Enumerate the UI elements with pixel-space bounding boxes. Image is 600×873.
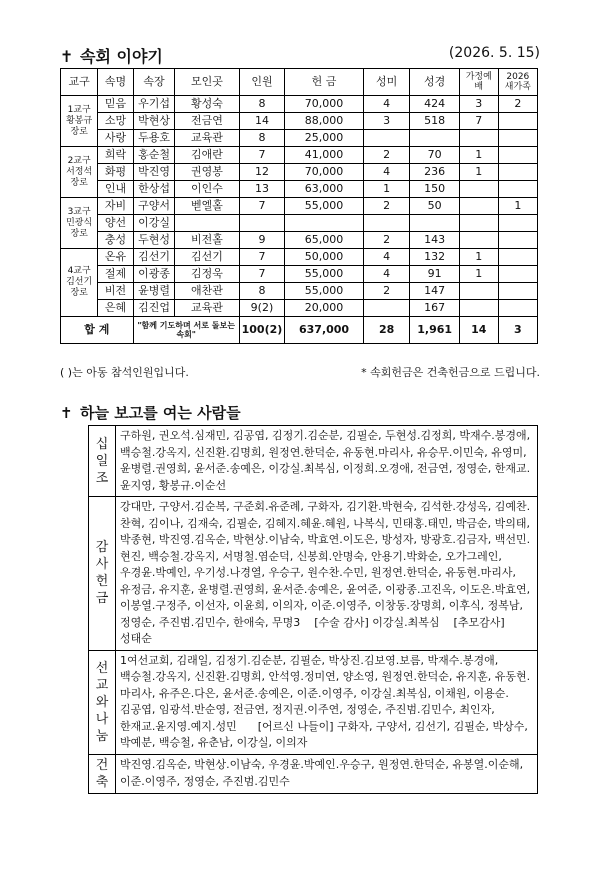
- table-cell-n: 자비: [98, 198, 133, 215]
- table-cell-n: 은혜: [98, 300, 133, 317]
- table-cell-b: [410, 130, 459, 147]
- table-cell-x: 1: [498, 198, 537, 215]
- table-cell-p: 교육관: [175, 300, 239, 317]
- table-cell-a: 55,000: [285, 283, 364, 300]
- table-cell-s: 4: [363, 249, 410, 266]
- table-cell-n: 화평: [98, 164, 133, 181]
- table-cell-c: 9(2): [239, 300, 285, 317]
- table-cell-p: 김선기: [175, 249, 239, 266]
- table-body: [61, 96, 538, 344]
- table-cell-b: 147: [410, 283, 459, 300]
- table-row: [61, 198, 538, 215]
- total-bible: 1,961: [410, 317, 459, 344]
- total-rice: 28: [363, 317, 410, 344]
- table-cell-c: 7: [239, 147, 285, 164]
- district-cell: 1교구 황봉규 장로: [61, 96, 98, 147]
- district-cell: 3교구 민광식 장로: [61, 198, 98, 249]
- table-cell-c: 8: [239, 283, 285, 300]
- table-cell-p: 김애란: [175, 147, 239, 164]
- table-cell-l: 두현성: [133, 232, 175, 249]
- table-header-row: [61, 69, 538, 96]
- table-cell-x: 2: [498, 96, 537, 113]
- table-cell-c: 7: [239, 266, 285, 283]
- table-cell-x: [498, 283, 537, 300]
- table-row: [61, 232, 538, 249]
- offering-category: 십 일 조: [89, 426, 116, 497]
- table-cell-x: [498, 130, 537, 147]
- table-cell-p: 애찬관: [175, 283, 239, 300]
- table-cell-a: 20,000: [285, 300, 364, 317]
- table-cell-f: 1: [459, 249, 498, 266]
- offering-category: 선 교 와 나 눔: [89, 650, 116, 754]
- section-header-cell-group: [60, 44, 540, 68]
- cross-icon: ✝: [60, 47, 74, 66]
- table-cell-s: 1: [363, 181, 410, 198]
- table-cell-a: 65,000: [285, 232, 364, 249]
- table-cell-n: 양선: [98, 215, 133, 232]
- table-cell-b: 143: [410, 232, 459, 249]
- table-cell-b: 236: [410, 164, 459, 181]
- col-header-district: 교구: [61, 69, 98, 96]
- table-row: [61, 96, 538, 113]
- col-header-count: 인원: [239, 69, 285, 96]
- offerings-table: [88, 425, 538, 794]
- table-cell-p: 전금연: [175, 113, 239, 130]
- table-row: [61, 130, 538, 147]
- table-cell-f: 1: [459, 266, 498, 283]
- table-cell-x: [498, 249, 537, 266]
- table-cell-b: 91: [410, 266, 459, 283]
- table-cell-b: 70: [410, 147, 459, 164]
- total-motto: "함께 기도하며 서로 돌보는 속회": [133, 317, 239, 344]
- table-cell-p: 김정욱: [175, 266, 239, 283]
- table-row: [61, 147, 538, 164]
- table-cell-l: 한상섭: [133, 181, 175, 198]
- table-row: [61, 215, 538, 232]
- table-row: [61, 266, 538, 283]
- table-cell-b: 167: [410, 300, 459, 317]
- table-cell-b: 132: [410, 249, 459, 266]
- offering-names: 박진영.김옥순, 박현상.이남숙, 우경윤.박예인.우승구, 원정연.한덕순, 유봉열.이순해, 이준.이영주, 정영순, 주진범.김민수: [116, 754, 538, 793]
- table-cell-c: [239, 215, 285, 232]
- table-cell-l: 김선기: [133, 249, 175, 266]
- offering-category: 건 축: [89, 754, 116, 793]
- table-cell-a: 63,000: [285, 181, 364, 198]
- table-cell-x: [498, 147, 537, 164]
- total-family-worship: 14: [459, 317, 498, 344]
- table-cell-f: [459, 232, 498, 249]
- table-cell-x: [498, 266, 537, 283]
- notes: [60, 364, 540, 380]
- table-cell-b: [410, 215, 459, 232]
- col-header-place: 모인곳: [175, 69, 239, 96]
- table-cell-f: [459, 215, 498, 232]
- col-header-cell-name: 속명: [98, 69, 133, 96]
- table-cell-l: 이강실: [133, 215, 175, 232]
- table-cell-f: [459, 130, 498, 147]
- offering-names: 강대만, 구양서.김순복, 구준회.유준례, 구화자, 김기환.박현숙, 김석한.강성옥, 김예찬.찬혁, 김이나, 김재숙, 김필순, 김혜지.혜윤.혜원, 나복식, 민태홍.태민, 박금순, 박의태, 박종현, 박진영.김옥순, 박현상.이남숙, 박효연.이도은, 방성자, 방광호.김금자, 백선민.현진, 백승철.강옥지, 서명철.염순덕, 신봉희.안명숙, 안용기.박화순, 오가그레인, 우경윤.박예인, 우기성.나경열, 우승구, 원수찬.수민, 원정연.한덕순, 유동현.마리사, 유정금, 유지훈, 윤병렬.권영희, 윤서준.송예은, 윤여준, 이광종.고진옥, 이도은.박효연, 이봉열.구정주, 이선자, 이윤희, 이의자, 이준.이영주, 이창동.장명희, 이후식, 정복남, 정영순, 주진범.김민수, 한애숙, 무명3 [수술 감사] 이강실.최복심 [추모감사] 성태순: [116, 497, 538, 651]
- table-cell-x: [498, 164, 537, 181]
- table-cell-l: 윤병렬: [133, 283, 175, 300]
- table-cell-s: 4: [363, 164, 410, 181]
- table-cell-f: [459, 198, 498, 215]
- table-cell-n: 인내: [98, 181, 133, 198]
- table-cell-f: [459, 181, 498, 198]
- table-cell-p: 황성숙: [175, 96, 239, 113]
- total-offering: 637,000: [285, 317, 364, 344]
- table-cell-s: [363, 300, 410, 317]
- table-cell-n: 믿음: [98, 96, 133, 113]
- table-cell-s: [363, 215, 410, 232]
- table-cell-b: 50: [410, 198, 459, 215]
- col-header-offering: 헌 금: [285, 69, 364, 96]
- col-header-bible: 성경: [410, 69, 459, 96]
- table-cell-s: 2: [363, 147, 410, 164]
- table-cell-c: 7: [239, 249, 285, 266]
- table-cell-c: 8: [239, 130, 285, 147]
- table-cell-n: 절제: [98, 266, 133, 283]
- table-cell-a: 41,000: [285, 147, 364, 164]
- total-new-family: 3: [498, 317, 537, 344]
- offering-category: 감 사 헌 금: [89, 497, 116, 651]
- table-cell-f: 3: [459, 96, 498, 113]
- table-cell-s: 4: [363, 266, 410, 283]
- table-cell-s: [363, 130, 410, 147]
- total-count: 100(2): [239, 317, 285, 344]
- table-cell-a: 25,000: [285, 130, 364, 147]
- table-cell-c: 7: [239, 198, 285, 215]
- table-cell-c: 12: [239, 164, 285, 181]
- table-cell-l: 구양서: [133, 198, 175, 215]
- cross-icon: ✝: [60, 404, 73, 422]
- table-cell-n: 충성: [98, 232, 133, 249]
- table-cell-p: 교육관: [175, 130, 239, 147]
- table-cell-p: 비전홀: [175, 232, 239, 249]
- table-cell-c: 13: [239, 181, 285, 198]
- table-cell-a: 55,000: [285, 198, 364, 215]
- district-cell: 4교구 김선기 장로: [61, 249, 98, 317]
- table-row: [61, 164, 538, 181]
- total-label: 합 계: [61, 317, 134, 344]
- table-cell-c: 9: [239, 232, 285, 249]
- cell-group-table: [60, 68, 538, 344]
- table-cell-n: 소망: [98, 113, 133, 130]
- district-cell: 2교구 서정석 장로: [61, 147, 98, 198]
- table-cell-s: 2: [363, 283, 410, 300]
- table-cell-a: 50,000: [285, 249, 364, 266]
- table-cell-b: 518: [410, 113, 459, 130]
- table-cell-p: 권영봉: [175, 164, 239, 181]
- table-cell-s: 2: [363, 198, 410, 215]
- table-cell-a: 88,000: [285, 113, 364, 130]
- table-cell-x: [498, 232, 537, 249]
- report-date: (2026. 5. 15): [448, 45, 540, 61]
- table-cell-s: 3: [363, 113, 410, 130]
- table-cell-f: 7: [459, 113, 498, 130]
- table-cell-n: 희락: [98, 147, 133, 164]
- offering-names: 1여선교회, 김래일, 김정기.김순분, 김필순, 박상진.김보영.보름, 박재수.봉경애, 백승철.강옥지, 신진환.김명희, 안석영.정미연, 양소영, 원정연.한덕순, 유지훈, 유동현.마리사, 유주은.다은, 윤서준.송예은, 이준.이영주, 이강실.최복심, 이채원, 이용순.김공엽, 임광석.반순영, 전금연, 정지권.이주연, 정영순, 주진범.김민수, 최인자, 한재교.윤지영.예지.성민 [어르신 나들이] 구화자, 구양서, 김선기, 김필순, 박상수, 박예분, 백승철, 유춘남, 이강실, 이의자: [116, 650, 538, 754]
- table-cell-x: [498, 215, 537, 232]
- table-row: [61, 283, 538, 300]
- col-header-leader: 속장: [133, 69, 175, 96]
- table-row: [61, 181, 538, 198]
- table-row: [61, 113, 538, 130]
- table-cell-l: 박진영: [133, 164, 175, 181]
- col-header-rice: 성미: [363, 69, 410, 96]
- table-cell-n: 온유: [98, 249, 133, 266]
- table-cell-f: [459, 283, 498, 300]
- table-cell-l: 박현상: [133, 113, 175, 130]
- table-cell-a: 70,000: [285, 96, 364, 113]
- table-cell-f: 1: [459, 164, 498, 181]
- offering-row: [89, 754, 538, 793]
- note-offering: * 속회헌금은 건축헌금으로 드립니다.: [361, 366, 540, 379]
- table-cell-l: 두용호: [133, 130, 175, 147]
- table-cell-n: 비전: [98, 283, 133, 300]
- table-cell-l: 우기섭: [133, 96, 175, 113]
- offering-names: 구하원, 권오석.심재민, 김공엽, 김정기.김순분, 김필순, 두현성.김정희, 박재수.봉경애, 백승철.강옥지, 신진환.김명희, 원정연.한덕순, 유동현.마리사, 유승무.이민숙, 유영미, 윤병렬.권영희, 윤서준.송예은, 이강실.최복심, 이정희.오경애, 전금연, 정영순, 한재교.윤지영, 황봉규.이순선: [116, 426, 538, 497]
- note-children: ( )는 아동 참석인원입니다.: [60, 366, 189, 379]
- table-cell-b: 150: [410, 181, 459, 198]
- table-cell-p: 벧엘홀: [175, 198, 239, 215]
- col-header-new-family: 2026 새가족: [498, 69, 537, 96]
- table-cell-b: 424: [410, 96, 459, 113]
- offering-row: [89, 650, 538, 754]
- section-title-offerings: ✝ 하늘 보고를 여는 사람들: [60, 404, 241, 422]
- offering-row: [89, 426, 538, 497]
- table-cell-x: [498, 181, 537, 198]
- table-cell-n: 사랑: [98, 130, 133, 147]
- table-cell-l: 홍순철: [133, 147, 175, 164]
- table-cell-c: 8: [239, 96, 285, 113]
- table-row: [61, 249, 538, 266]
- table-cell-a: [285, 215, 364, 232]
- table-cell-p: 이인수: [175, 181, 239, 198]
- table-cell-f: 1: [459, 147, 498, 164]
- table-cell-x: [498, 300, 537, 317]
- table-cell-c: 14: [239, 113, 285, 130]
- table-cell-f: [459, 300, 498, 317]
- section-title: ✝ 속회 이야기: [60, 47, 163, 66]
- table-cell-x: [498, 113, 537, 130]
- table-cell-a: 70,000: [285, 164, 364, 181]
- table-cell-s: 4: [363, 96, 410, 113]
- total-row: [61, 317, 538, 344]
- table-cell-s: 2: [363, 232, 410, 249]
- col-header-family-worship: 가정예배: [459, 69, 498, 96]
- table-cell-p: [175, 215, 239, 232]
- table-cell-a: 55,000: [285, 266, 364, 283]
- offering-row: [89, 497, 538, 651]
- table-cell-l: 김진업: [133, 300, 175, 317]
- table-row: [61, 300, 538, 317]
- table-cell-l: 이광종: [133, 266, 175, 283]
